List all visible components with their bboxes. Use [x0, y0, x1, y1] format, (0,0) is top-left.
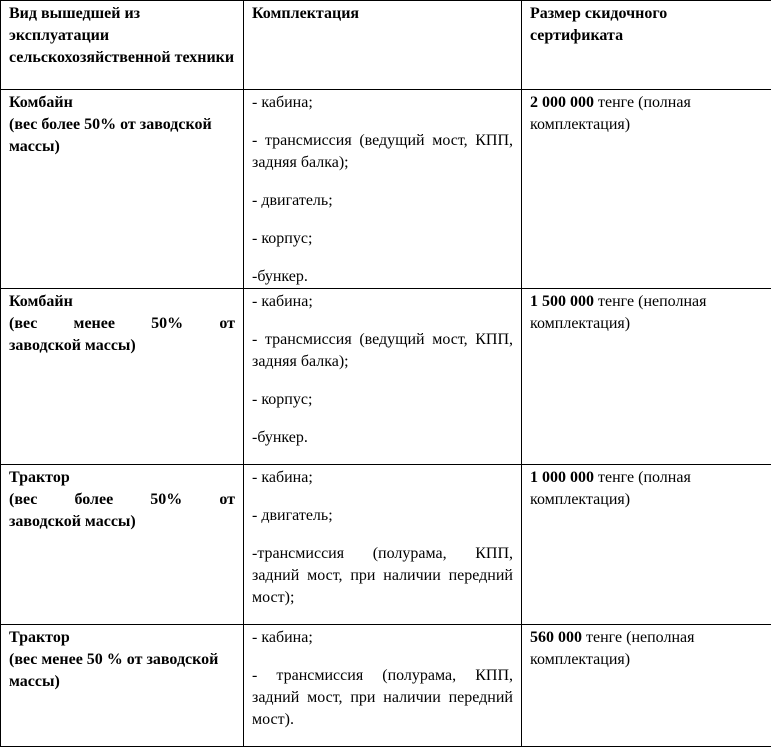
machine-type-cell [1, 289, 244, 465]
kit-item: - кабина; [252, 92, 513, 114]
machine-weight: заводской массы) [9, 337, 136, 354]
certificate-cell [522, 289, 771, 465]
machine-weight: (вес более 50% от заводской массы) [9, 116, 212, 155]
kit-item: - трансмиссия (полурама, КПП, задний мост, при наличии передний мост). [252, 665, 513, 731]
certificate-cell [522, 465, 771, 625]
kit-item: -бункер. [252, 427, 513, 449]
kit-item: - двигатель; [252, 190, 513, 212]
machine-name: Комбайн [9, 293, 73, 310]
kit-item: - кабина; [252, 467, 513, 489]
machine-type-cell [1, 625, 244, 747]
certificate-amount: 2 000 000 [530, 94, 594, 111]
machine-weight: заводской массы) [9, 513, 136, 530]
kit-item: - кабина; [252, 627, 513, 649]
table-row [1, 465, 771, 625]
header-machine-type: Вид вышедшей из эксплуатации сельскохозяйственной техники [1, 1, 244, 90]
certificate-cell [522, 625, 771, 747]
certificate-amount: 560 000 [530, 629, 582, 646]
kit-item: - трансмиссия (ведущий мост, КПП, задняя балка); [252, 329, 513, 373]
machine-weight: (вес более 50% от [9, 489, 235, 511]
kit-cell [244, 289, 522, 465]
header-kit: Комплектация [244, 1, 522, 90]
kit-cell [244, 465, 522, 625]
kit-item: -трансмиссия (полурама, КПП, задний мост, при наличии передний мост); [252, 543, 513, 609]
header-certificate-size: Размер скидочного сертификата [522, 1, 771, 90]
kit-item: - трансмиссия (ведущий мост, КПП, задняя балка); [252, 130, 513, 174]
table-header-row [1, 1, 771, 90]
machine-name: Трактор [9, 469, 70, 486]
machine-name: Комбайн [9, 94, 73, 111]
table-row [1, 625, 771, 747]
kit-item: - двигатель; [252, 505, 513, 527]
kit-item: - корпус; [252, 389, 513, 411]
kit-cell [244, 625, 522, 747]
certificate-note: тенге (полная комплектация) [530, 469, 691, 508]
machine-name: Трактор [9, 629, 70, 646]
certificate-note: тенге (полная комплектация) [530, 94, 691, 133]
kit-cell [244, 90, 522, 289]
certificate-note: тенге (неполная комплектация) [530, 293, 706, 332]
table-row [1, 90, 771, 289]
kit-item: -бункер. [252, 266, 513, 288]
table-row [1, 289, 771, 465]
machine-type-cell [1, 465, 244, 625]
certificate-amount: 1 000 000 [530, 469, 594, 486]
kit-item: - кабина; [252, 291, 513, 313]
kit-item: - корпус; [252, 228, 513, 250]
machine-weight: (вес менее 50 % от заводской массы) [9, 651, 218, 690]
machine-weight: (вес менее 50% от [9, 313, 235, 335]
machine-type-cell [1, 90, 244, 289]
certificate-cell [522, 90, 771, 289]
certificate-amount: 1 500 000 [530, 293, 594, 310]
certificate-note: тенге (неполная комплектация) [530, 629, 694, 668]
